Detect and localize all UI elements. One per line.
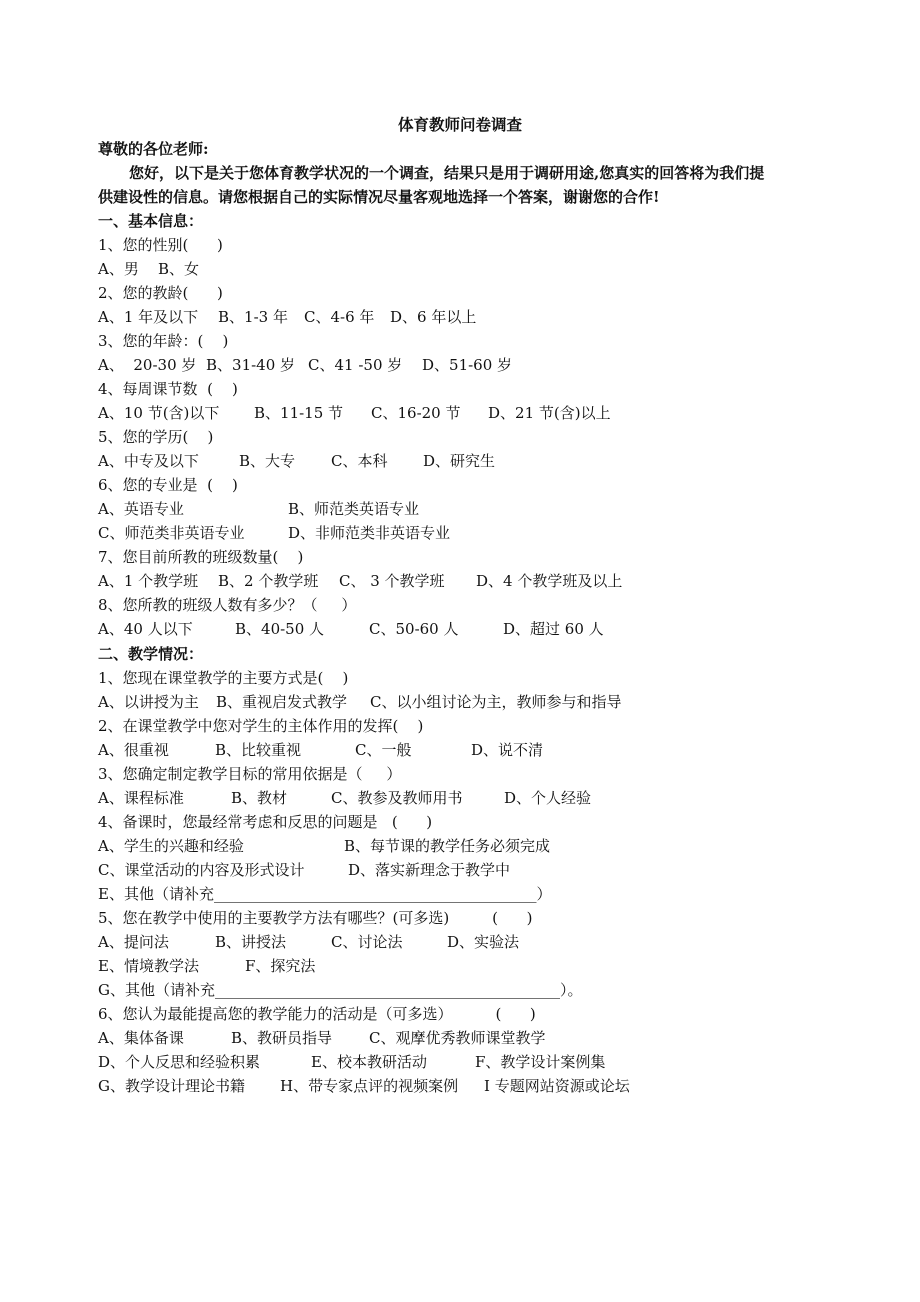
options-objective-basis (98, 786, 592, 810)
option[interactable]: B、11-15 节 (254, 404, 344, 422)
option[interactable]: A、 20-30 岁 (98, 356, 197, 374)
section-heading-teaching: 二、教学情况： (98, 645, 204, 663)
question-gender: 1、您的性别( ) (98, 236, 223, 254)
option[interactable]: A、集体备课 (98, 1029, 184, 1047)
option[interactable]: A、英语专业 (98, 500, 184, 518)
option[interactable]: A、男 (98, 260, 139, 278)
option[interactable]: A、学生的兴趣和经验 (98, 837, 244, 855)
intro-line-1: 您好，以下是关于您体育教学状况的一个调查，结果只是用于调研用途,您真实的回答将为我们提 (129, 164, 765, 182)
option[interactable]: D、21 节(含)以上 (488, 404, 611, 422)
option-other-fill-in[interactable]: E、其他（请补充___________________________________________） (98, 885, 552, 903)
option[interactable]: A、1 年及以下 (98, 308, 199, 326)
option[interactable]: D、51-60 岁 (422, 356, 513, 374)
option[interactable]: D、4 个教学班及以上 (476, 572, 623, 590)
options-student-role (98, 738, 544, 762)
option[interactable]: I 专题网站资源或论坛 (484, 1077, 630, 1095)
option[interactable]: C、课堂活动的内容及形式设计 (98, 861, 305, 879)
option[interactable]: E、情境教学法 (98, 957, 199, 975)
question-class-size: 8、您所教的班级人数有多少？（ ） (98, 596, 357, 614)
section-heading-basic-info: 一、基本信息： (98, 212, 204, 230)
options-teaching-methods-row-2 (98, 954, 316, 978)
option[interactable]: E、校本教研活动 (311, 1053, 427, 1071)
option[interactable]: A、1 个教学班 (98, 572, 199, 590)
option[interactable]: C、41 -50 岁 (308, 356, 403, 374)
options-teaching-methods-row-1 (98, 930, 520, 954)
options-education (98, 449, 496, 473)
salutation: 尊敬的各位老师: (98, 140, 209, 158)
option[interactable]: A、40 人以下 (98, 620, 193, 638)
option[interactable]: B、1-3 年 (218, 308, 288, 326)
option[interactable]: D、非师范类非英语专业 (288, 524, 451, 542)
question-education: 5、您的学历( ) (98, 428, 214, 446)
options-improvement-row-1 (98, 1026, 546, 1050)
option[interactable]: A、很重视 (98, 741, 169, 759)
option[interactable]: D、研究生 (423, 452, 496, 470)
option[interactable]: H、带专家点评的视频案例 (280, 1077, 459, 1095)
question-weekly-lessons: 4、每周课节数 ( ) (98, 380, 238, 398)
option[interactable]: C、 3 个教学班 (339, 572, 445, 590)
options-teaching-mode (98, 690, 622, 714)
option[interactable]: A、中专及以下 (98, 452, 199, 470)
option[interactable]: C、4-6 年 (304, 308, 375, 326)
option[interactable]: C、一般 (355, 741, 412, 759)
option[interactable]: B、大专 (239, 452, 296, 470)
option[interactable]: C、16-20 节 (371, 404, 461, 422)
question-teaching-methods: 5、您在教学中使用的主要教学方法有哪些？(可多选) ( ) (98, 909, 533, 927)
option[interactable]: C、观摩优秀教师课堂教学 (369, 1029, 546, 1047)
option[interactable]: B、比较重视 (215, 741, 302, 759)
question-teaching-years: 2、您的教龄( ) (98, 284, 223, 302)
option[interactable]: B、教研员指导 (231, 1029, 333, 1047)
option-other-fill-in[interactable]: G、其他（请补充______________________________________________）。 (98, 981, 583, 999)
options-class-count (98, 569, 623, 593)
option[interactable]: D、个人反思和经验积累 (98, 1053, 261, 1071)
question-major: 6、您的专业是 ( ) (98, 476, 238, 494)
option[interactable]: C、讨论法 (331, 933, 403, 951)
option[interactable]: F、教学设计案例集 (475, 1053, 606, 1071)
option[interactable]: B、女 (158, 260, 200, 278)
option[interactable]: B、重视启发式教学 (216, 693, 348, 711)
options-gender (98, 257, 200, 281)
options-improvement-row-3 (98, 1074, 630, 1098)
option[interactable]: D、超过 60 人 (503, 620, 604, 638)
options-major-row-1 (98, 497, 420, 521)
option[interactable]: G、教学设计理论书籍 (98, 1077, 245, 1095)
options-teaching-years (98, 305, 477, 329)
options-age (98, 353, 513, 377)
question-objective-basis: 3、您确定制定教学目标的常用依据是（ ） (98, 765, 402, 783)
intro-line-2: 供建设性的信息。请您根据自己的实际情况尽量客观地选择一个答案，谢谢您的合作! (98, 188, 660, 206)
option[interactable]: D、6 年以上 (390, 308, 477, 326)
option[interactable]: C、教参及教师用书 (331, 789, 463, 807)
question-improvement-activities: 6、您认为最能提高您的教学能力的活动是（可多选） ( ) (98, 1005, 536, 1023)
option[interactable]: A、以讲授为主 (98, 693, 199, 711)
options-lesson-prep-row-2 (98, 858, 511, 882)
options-class-size (98, 617, 604, 641)
option[interactable]: D、实验法 (447, 933, 520, 951)
option[interactable]: C、50-60 人 (369, 620, 459, 638)
option[interactable]: B、讲授法 (215, 933, 287, 951)
question-class-count: 7、您目前所教的班级数量( ) (98, 548, 304, 566)
option[interactable]: F、探究法 (245, 957, 316, 975)
options-improvement-row-2 (98, 1050, 606, 1074)
option[interactable]: D、个人经验 (504, 789, 592, 807)
option[interactable]: B、31-40 岁 (206, 356, 296, 374)
option[interactable]: A、课程标准 (98, 789, 184, 807)
option[interactable]: B、师范类英语专业 (288, 500, 420, 518)
options-major-row-2 (98, 521, 451, 545)
option[interactable]: B、每节课的教学任务必须完成 (344, 837, 551, 855)
options-lesson-prep-row-1 (98, 834, 551, 858)
option[interactable]: B、2 个教学班 (218, 572, 319, 590)
option[interactable]: A、10 节(含)以下 (98, 404, 220, 422)
question-lesson-prep: 4、备课时，您最经常考虑和反思的问题是 ( ) (98, 813, 433, 831)
option[interactable]: D、说不清 (471, 741, 544, 759)
question-student-role: 2、在课堂教学中您对学生的主体作用的发挥( ) (98, 717, 424, 735)
question-teaching-mode: 1、您现在课堂教学的主要方式是( ) (98, 669, 349, 687)
options-weekly-lessons (98, 401, 611, 425)
option[interactable]: C、本科 (331, 452, 388, 470)
option[interactable]: B、教材 (231, 789, 288, 807)
option[interactable]: C、师范类非英语专业 (98, 524, 245, 542)
option[interactable]: C、以小组讨论为主，教师参与和指导 (370, 693, 622, 711)
option[interactable]: A、提问法 (98, 933, 169, 951)
question-age: 3、您的年龄：( ) (98, 332, 229, 350)
page-title: 体育教师问卷调查 (397, 115, 522, 134)
option[interactable]: D、落实新理念于教学中 (348, 861, 511, 879)
option[interactable]: B、40-50 人 (235, 620, 325, 638)
